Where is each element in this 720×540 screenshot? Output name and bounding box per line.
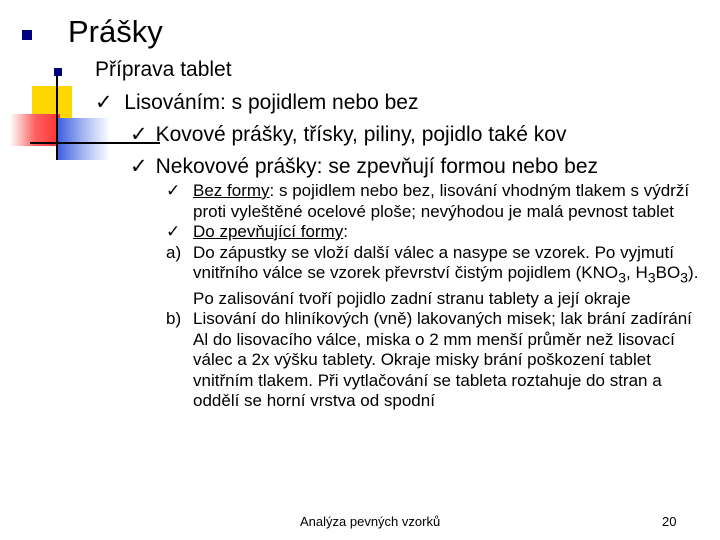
check-icon: ✓ <box>130 122 148 146</box>
decorative-vertical-line <box>56 72 58 160</box>
check-icon: ✓ <box>166 181 181 201</box>
list-item <box>166 309 706 412</box>
level3-text-2: Nekovové prášky: se zpevňují formou nebo bez <box>155 155 599 178</box>
check-icon: ✓ <box>166 222 181 242</box>
level1-bullet <box>54 68 62 76</box>
level3-item-1 <box>130 122 566 147</box>
decorative-blue-square <box>58 118 110 160</box>
page-number: 20 <box>662 514 677 529</box>
title-bullet <box>22 30 32 40</box>
sub-list <box>166 181 706 412</box>
footer-text: Analýza pevných vzorků <box>300 514 441 529</box>
level2-text: Lisováním: s pojidlem nebo bez <box>124 91 419 114</box>
list-item <box>166 181 706 222</box>
level2-item <box>95 90 418 115</box>
level3-item-2 <box>130 154 598 179</box>
a-marker: a) <box>166 242 182 262</box>
a-text: Do zápustky se vloží další válec a nasype se vzorek. Po vyjmutí vnitřního válce se vzorek převrství čistým pojidlem ($KNO_3$, $H_3BO_3$). Po zalisování tvoří pojidlo zadní stranu tablety a její okraje <box>193 242 699 308</box>
do-formy-label: Do zpevňující formy <box>193 222 344 241</box>
check-icon: ✓ <box>130 154 148 178</box>
b-text: Lisování do hliníkových (vně) lakovaných misek; lak brání zadírání Al do lisovacího válce, miska o 2 mm menší průměr než lisovací válec a 2x výšku tablety. Okraje misky brání poškození tablet vnitřním tlakem. Při vytlačování se tableta roztahuje do stran a oddělí se horní vrstva od spodní <box>193 309 692 411</box>
bez-formy-text: : s pojidlem nebo bez, lisování vhodným tlakem s výdrží proti vyleštěné ocelové ploše; nevýhodou je malá pevnost tablet <box>193 181 690 221</box>
list-item <box>166 243 706 310</box>
do-formy-text: : <box>343 222 348 241</box>
bez-formy-label: Bez formy <box>193 181 270 200</box>
list-item <box>166 222 706 243</box>
b-marker: b) <box>166 309 182 329</box>
level1-text: Příprava tablet <box>95 58 232 81</box>
slide-title: Prášky <box>68 14 163 49</box>
level3-text-1: Kovové prášky, třísky, piliny, pojidlo také kov <box>155 123 567 146</box>
check-icon: ✓ <box>95 90 113 114</box>
